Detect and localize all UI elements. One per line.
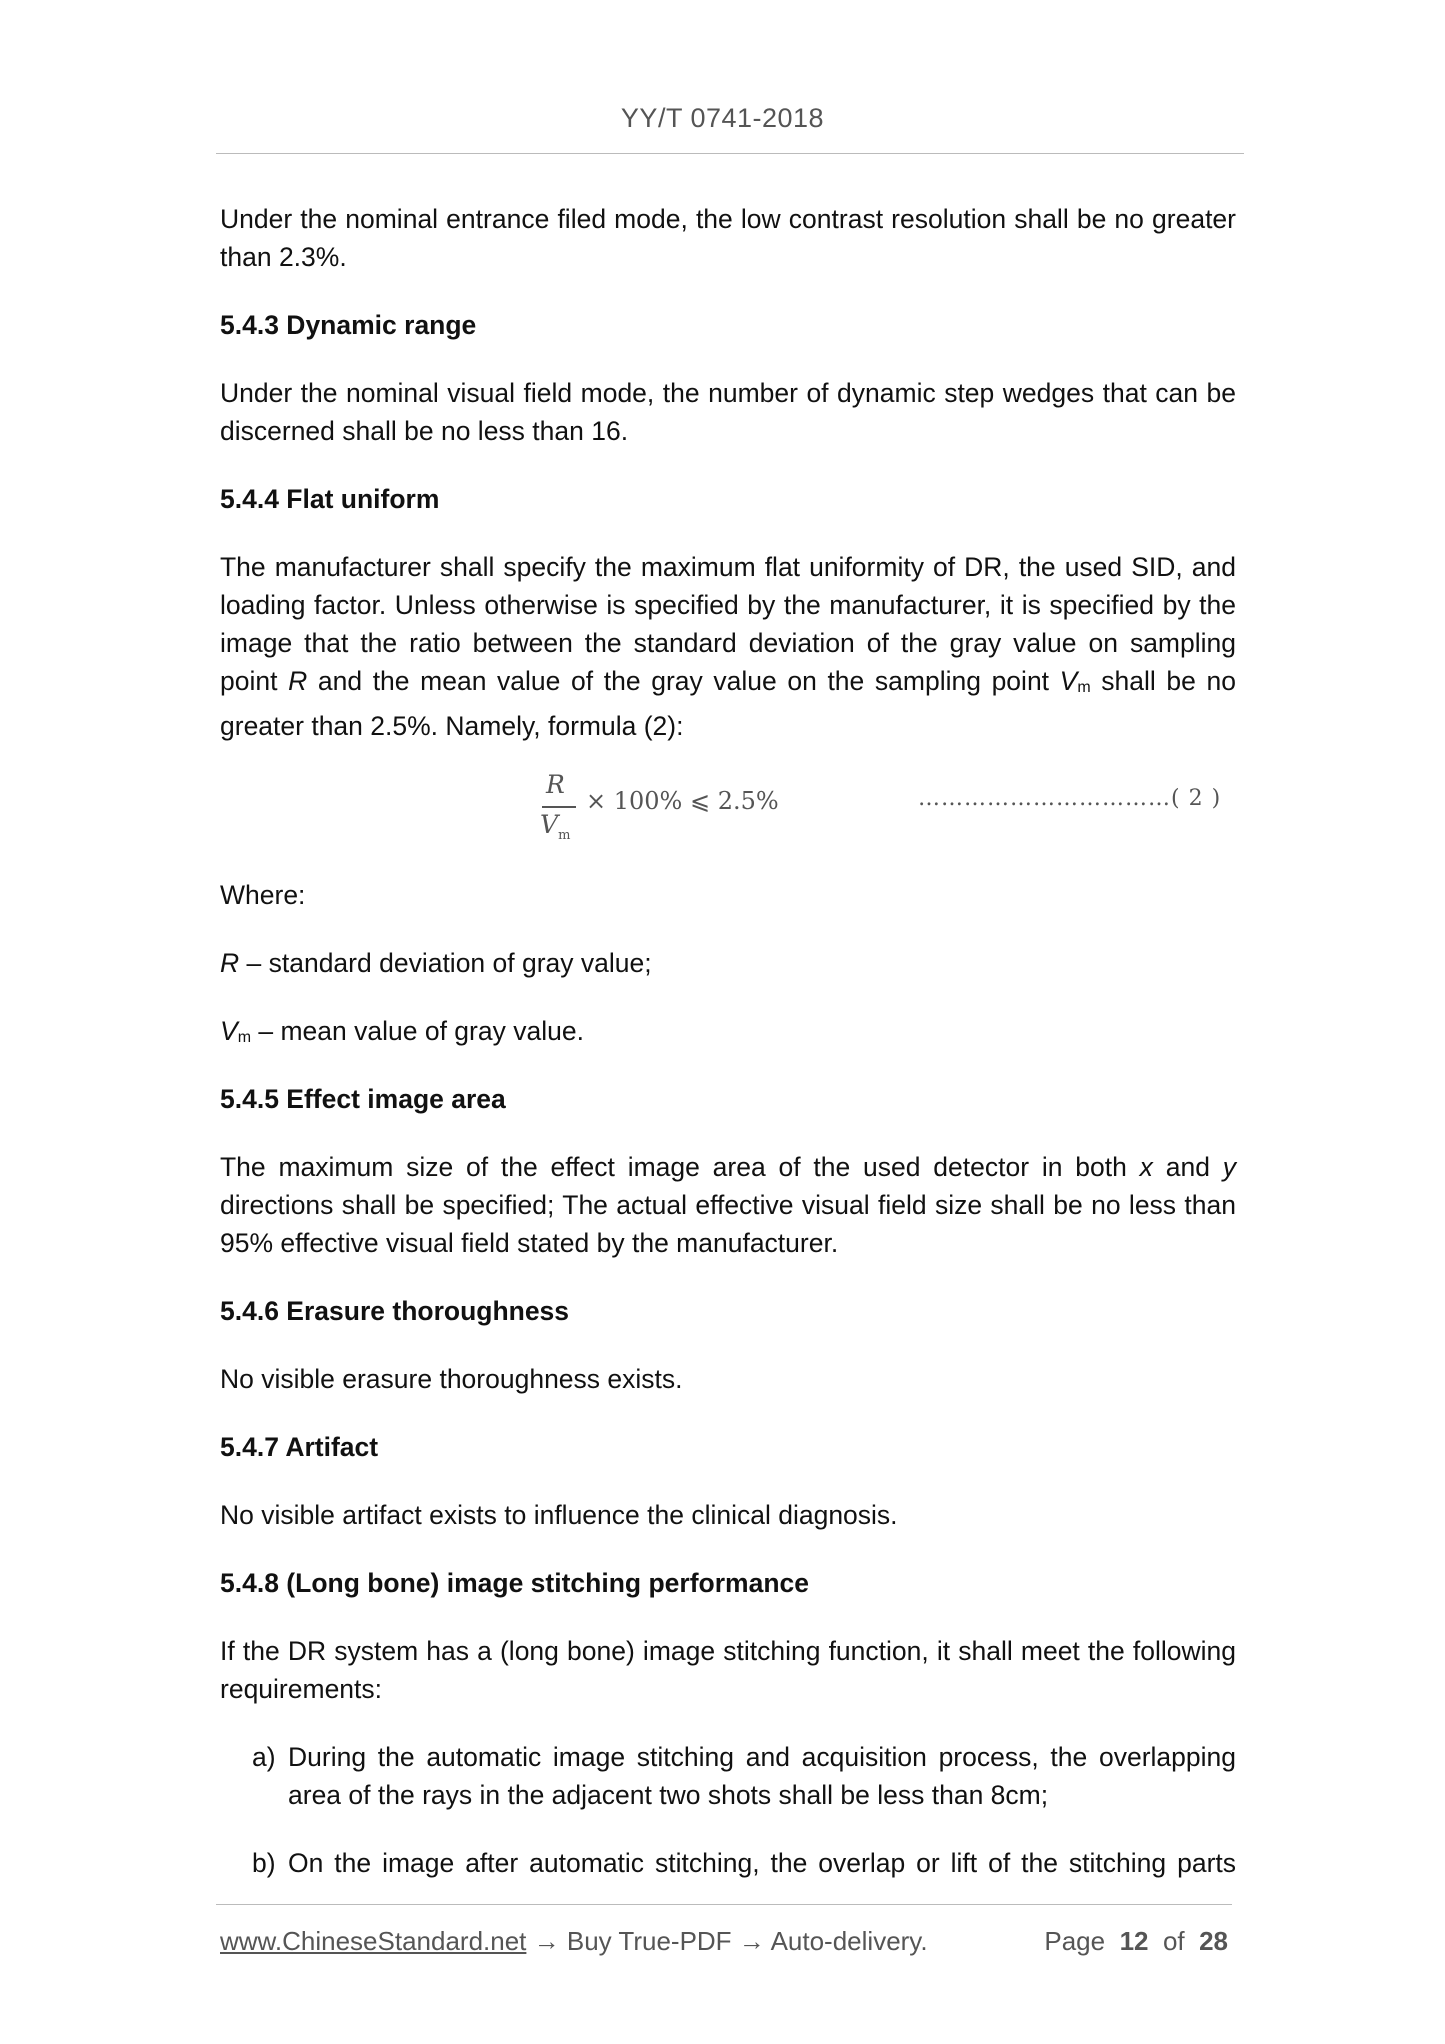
header-divider: [216, 153, 1244, 154]
symbol-R: R: [288, 666, 308, 696]
footer-promo: → Buy True-PDF → Auto-delivery.: [526, 1926, 928, 1956]
definition-R: R – standard deviation of gray value;: [220, 948, 652, 978]
list-marker: b): [252, 1848, 276, 1878]
fraction-bar: [542, 806, 576, 808]
total-pages: 28: [1199, 1926, 1228, 1956]
text-run: and the mean value of the gray value on the sampling point: [307, 666, 1060, 696]
formula-numerator: R: [546, 770, 565, 799]
symbol-y: y: [1222, 1152, 1236, 1182]
symbol-V: V: [220, 1016, 238, 1046]
heading-5-4-3: 5.4.3 Dynamic range: [220, 310, 477, 340]
symbol-x: x: [1139, 1152, 1153, 1182]
paragraph-effect-image-area: The maximum size of the effect image area of the used detector in both x and y directions shall be specified; The actual effective visual field size shall be no less than 95% effective visual field stated by the manufacturer.: [220, 1152, 1236, 1258]
heading-5-4-4: 5.4.4 Flat uniform: [220, 484, 440, 514]
list-item-b: [252, 1844, 1236, 1882]
where-label: Where:: [220, 880, 306, 910]
heading-5-4-8: 5.4.8 (Long bone) image stitching performance: [220, 1568, 809, 1598]
subscript-m: m: [237, 1029, 252, 1046]
current-page: 12: [1119, 1926, 1149, 1956]
paragraph-artifact: No visible artifact exists to influence the clinical diagnosis.: [220, 1500, 898, 1530]
formula-number: ……………………………( 2 ): [918, 786, 1222, 811]
symbol-V: V: [1059, 666, 1078, 696]
heading-5-4-5: 5.4.5 Effect image area: [220, 1084, 506, 1114]
heading-5-4-6: 5.4.6 Erasure thoroughness: [220, 1296, 570, 1326]
formula-denominator: $V_m$: [540, 810, 571, 843]
text-run: shall be no greater than 2.5%. Namely, formula (2):: [220, 666, 1237, 741]
paragraph-dynamic-range: Under the nominal visual field mode, the number of dynamic step wedges that can be discerned shall be no less than 16.: [220, 378, 1236, 446]
document-id-header: YY/T 0741-2018: [620, 103, 825, 133]
definition-Vm: $V_m$ – mean value of gray value.: [220, 1016, 584, 1046]
heading-5-4-7: 5.4.7 Artifact: [220, 1432, 379, 1462]
chinesestandard-link[interactable]: www.ChineseStandard.net: [220, 1926, 527, 1956]
list-marker: a): [252, 1742, 276, 1772]
paragraph-flat-uniform: [220, 548, 1236, 745]
formula-expression: × 100% ⩽ 2.5%: [586, 787, 779, 815]
paragraph-low-contrast: Under the nominal entrance filed mode, the low contrast resolution shall be no greater than 2.3%.: [220, 204, 1236, 272]
page-number: Page 12 of 28: [1044, 1926, 1228, 1956]
footer-divider: [216, 1904, 1232, 1905]
paragraph-stitching: If the DR system has a (long bone) image stitching function, it shall meet the following requirements:: [220, 1636, 1236, 1704]
list-item-text: On the image after automatic stitching, the overlap or lift of the stitching parts: [288, 1848, 1236, 1878]
page-footer: [220, 1926, 1236, 1957]
symbol-R: R: [220, 948, 240, 978]
text-run: The manufacturer shall specify the maximum flat uniformity of DR, the used SID, and loading factor. Unless otherwise is specified by the manufacturer, it is specified by the image that the ratio between the standard deviation of the gray value on sampling point: [220, 552, 1236, 696]
list-item-a: [252, 1738, 1236, 1814]
subscript-m: m: [1077, 679, 1091, 696]
list-item-text: During the automatic image stitching and acquisition process, the overlapping area of the rays in the adjacent two shots shall be less than 8cm;: [288, 1742, 1236, 1810]
paragraph-erasure: No visible erasure thoroughness exists.: [220, 1364, 683, 1394]
